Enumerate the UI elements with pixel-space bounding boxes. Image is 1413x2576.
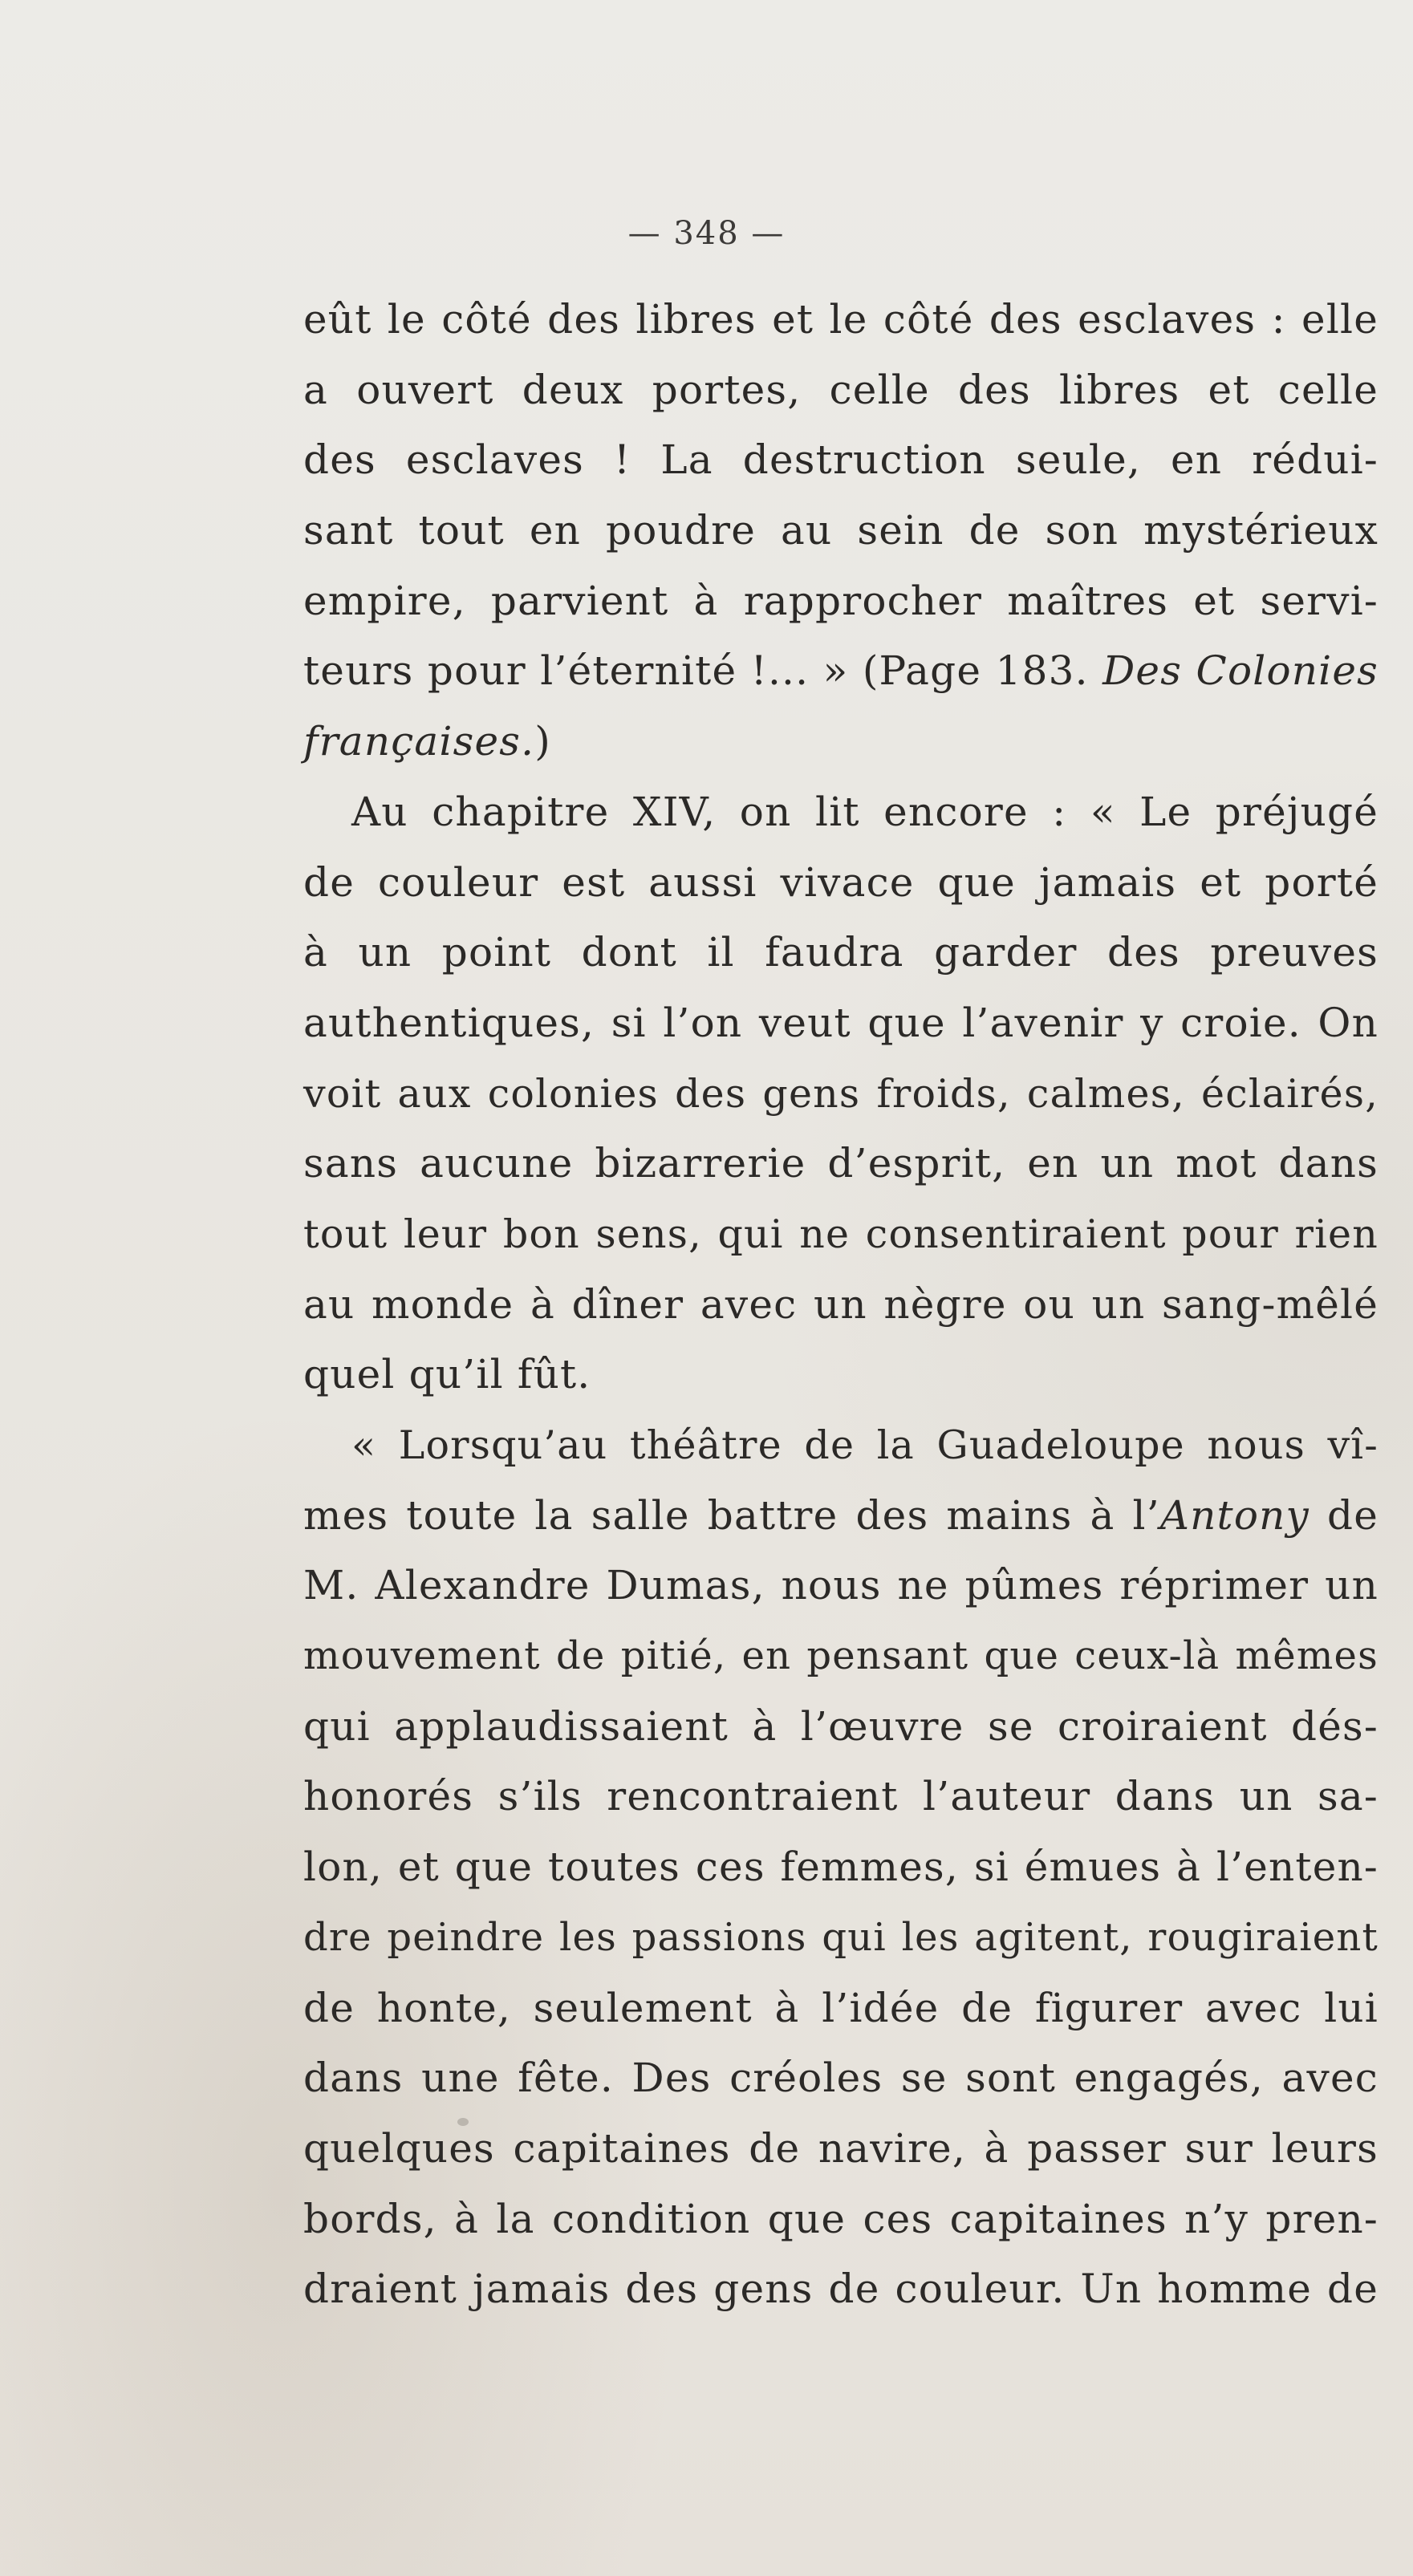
text-line bbox=[303, 1903, 1378, 1974]
text-line bbox=[303, 988, 1378, 1059]
text-line bbox=[303, 1340, 1378, 1410]
text-line bbox=[303, 848, 1378, 919]
text-line bbox=[303, 1059, 1378, 1130]
text-line-content: voit aux colonies des gens froids, calmes, éclairés, bbox=[303, 1070, 1378, 1117]
text-line bbox=[303, 1551, 1378, 1621]
text-line-content: de couleur est aussi vivace que jamais et porté bbox=[303, 858, 1378, 906]
italic-title: françaises. bbox=[303, 718, 535, 765]
text-line bbox=[303, 1410, 1378, 1481]
text-line bbox=[303, 1692, 1378, 1763]
text-line-tail: ) bbox=[534, 718, 551, 765]
page-number: — 348 — bbox=[627, 215, 786, 252]
text-line-tail: de bbox=[1309, 1491, 1379, 1539]
text-line-content: tout leur bon sens, qui ne consentiraient pour rien bbox=[303, 1211, 1378, 1257]
paper-speck bbox=[457, 2118, 469, 2126]
text-line bbox=[303, 285, 1378, 355]
text-line bbox=[303, 2185, 1378, 2255]
text-line bbox=[303, 1270, 1378, 1341]
text-line bbox=[303, 777, 1378, 848]
text-line-content: empire, parvient à rapprocher maîtres et servi- bbox=[303, 577, 1378, 624]
text-line-content: Au chapitre XIV, on lit encore : « Le préjugé bbox=[351, 788, 1378, 835]
text-line-content: sans aucune bizarrerie d’esprit, en un mot dans bbox=[303, 1140, 1378, 1187]
text-line-content: lon, et que toutes ces femmes, si émues à l’enten- bbox=[303, 1844, 1378, 1891]
text-line-content: « Lorsqu’au théâtre de la Guadeloupe nous vî- bbox=[351, 1422, 1378, 1468]
body-text bbox=[303, 285, 1378, 2325]
text-line bbox=[303, 1199, 1378, 1270]
text-line-content: draient jamais des gens de couleur. Un homme de bbox=[303, 2266, 1378, 2313]
text-line-content: mes toute la salle battre des mains à l’ bbox=[303, 1491, 1160, 1539]
text-line-content: quel qu’il fût. bbox=[303, 1351, 591, 1398]
text-line-content: M. Alexandre Dumas, nous ne pûmes réprimer un bbox=[303, 1562, 1378, 1609]
text-line bbox=[303, 566, 1378, 637]
text-line bbox=[303, 355, 1378, 426]
text-line-content: au monde à dîner avec un nègre ou un sang-mêlé bbox=[303, 1280, 1378, 1328]
text-line-content: dre peindre les passions qui les agitent, rougiraient bbox=[303, 1914, 1378, 1960]
text-line-content: des esclaves ! La destruction seule, en rédui- bbox=[303, 436, 1378, 484]
text-line bbox=[303, 707, 1378, 777]
text-line-content: à un point dont il faudra garder des preuves bbox=[303, 929, 1378, 976]
text-line bbox=[303, 1129, 1378, 1199]
text-line bbox=[303, 636, 1378, 707]
text-line-content: qui applaudissaient à l’œuvre se croiraient dés- bbox=[303, 1702, 1378, 1750]
italic-title: Antony bbox=[1159, 1491, 1309, 1539]
text-line-content: a ouvert deux portes, celle des libres et celle bbox=[303, 366, 1378, 413]
text-line-content: de honte, seulement à l’idée de figurer avec lui bbox=[303, 1984, 1378, 2031]
text-line bbox=[303, 1621, 1378, 1692]
text-line bbox=[303, 2254, 1378, 2325]
text-line-content: quelques capitaines de navire, à passer sur leurs bbox=[303, 2124, 1378, 2172]
text-line bbox=[303, 1481, 1378, 1552]
text-line bbox=[303, 425, 1378, 496]
text-line bbox=[303, 918, 1378, 988]
text-line-content: honorés s’ils rencontraient l’auteur dans un sa- bbox=[303, 1773, 1378, 1820]
text-line-content: teurs pour l’éternité !... » (Page 183. bbox=[303, 647, 1103, 695]
text-line-content: eût le côté des libres et le côté des esclaves : elle bbox=[303, 296, 1378, 343]
text-line bbox=[303, 1762, 1378, 1832]
text-line-content: authentiques, si l’on veut que l’avenir y croie. On bbox=[303, 999, 1378, 1046]
text-line-content: dans une fête. Des créoles se sont engagés, avec bbox=[303, 2055, 1378, 2102]
text-line-content: sant tout en poudre au sein de son mystérieux bbox=[303, 507, 1378, 554]
text-line-content: bords, à la condition que ces capitaines n’y pren- bbox=[303, 2195, 1378, 2242]
text-line bbox=[303, 2043, 1378, 2114]
italic-title: Des Colonies bbox=[1102, 647, 1378, 695]
text-line-content: mouvement de pitié, en pensant que ceux-là mêmes bbox=[303, 1633, 1378, 1679]
text-line bbox=[303, 1974, 1378, 2044]
text-line bbox=[303, 496, 1378, 566]
text-line bbox=[303, 1832, 1378, 1903]
